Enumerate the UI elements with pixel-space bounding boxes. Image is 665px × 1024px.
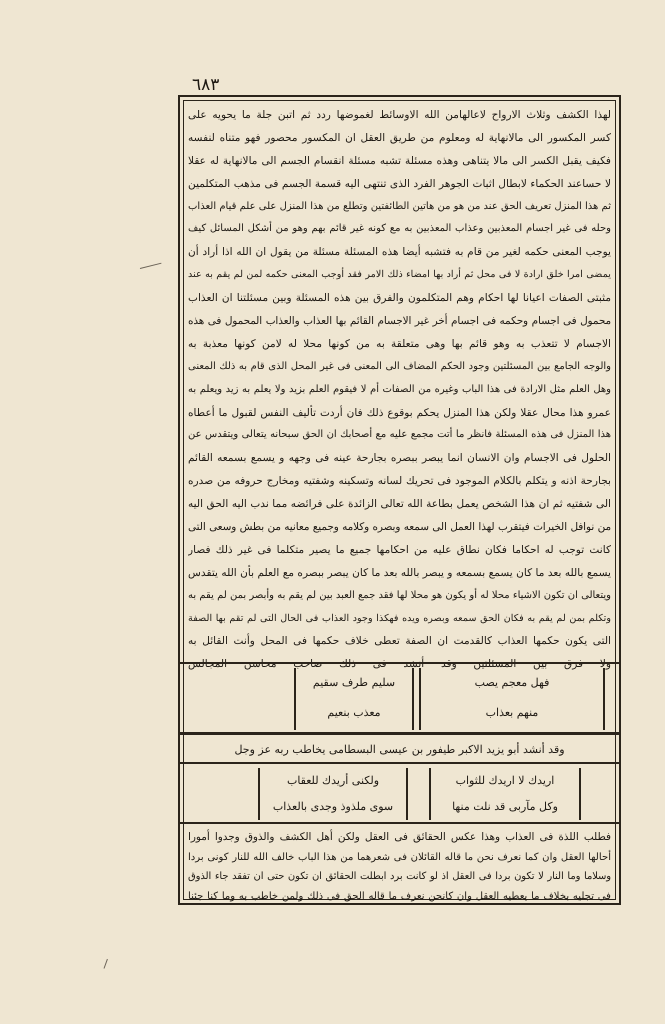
body-text-line: والوجه الجامع بين المسئلتين وجود الحكم المضاف الى المعنى فى غير المحل الذى قام به ذلك المعنى xyxy=(188,360,611,372)
page-number: ٦٨٣ xyxy=(192,75,220,95)
verse-line: منهم بعذاب xyxy=(485,706,539,719)
body-text-line: وهل العلم مثل الارادة فى هذا الباب وغيره من الصفات أم لا فيقوم العلم بزيد ولا يعلم به زيد ويعلم به xyxy=(188,383,611,395)
verse-line: ولكنى أريدك للعقاب xyxy=(286,774,380,787)
intro-line-abu-yazid: وقد أنشد أبو يزيد الاكبر طيفور بن عيسى البسطامى يخاطب ربه عز وجل xyxy=(234,743,565,756)
closing-text-line: فى تجليه بخلاف ما يعطيه العقل وان كانحن نعرف ما قاله الحق فى ذلك ولمن خاطب به وما كنا جئنا xyxy=(188,890,611,902)
body-text-line: وتكلم بمن لم يقم به فكان الحق سمعه وبصره ويده فهكذا وجود العذاب فى الحال التى لم تقم بها الصفة xyxy=(188,612,611,624)
verse-line: معذب بنعيم xyxy=(327,706,381,719)
body-text-line: يوجب المعنى حكمه لغير من قام به فتشبه أيضا هذه المسئلة مسئلة من يقول ان الله اذا أراد أن xyxy=(188,246,611,259)
verse-line: وكل مآربى قد نلت منها xyxy=(452,800,558,813)
body-text-line: ولا فرق بين المسئلتين وقد أنشد فى ذلك صاحب محاسن المجالس xyxy=(188,658,611,671)
verse-box-1 xyxy=(180,662,619,734)
verse-line: سوى ملذوذ وجدى بالعذاب xyxy=(272,800,394,813)
body-text-line: محمول فى اجسام وحكمه فى اجسام أخر غير الاجسام القائم بها العذاب والعذاب المحمول فى هذه xyxy=(188,315,611,328)
verse-line: اريدك لا اريدك للثواب xyxy=(455,774,555,787)
body-text-line: يسمع بالله بعد ما كان يسمع بسمعه و يبصر بالله بعد ما كان يبصر ببصره مع العلم بأن الله يتقدس xyxy=(188,566,611,579)
body-text-line: من نوافل الخيرات فيتقرب لهذا العمل الى سمعه وبصره وكلامه وجميع معانيه من بطش وسعى التى xyxy=(188,521,611,534)
verse-line: فهل معجم يصب xyxy=(474,676,550,689)
verse-line: سليم طرف سقيم xyxy=(312,676,396,689)
body-text-line: كانت توجب له احكاما فكان نطاق عليه من احكامها جميع ما يصير متكلما فى غير ذلك فصار xyxy=(188,543,611,556)
body-text-line: التى يكون حكمها العذاب كالقدمت ان الصفة تعطى خلاف حكمها فى المحل وأنت القائل به xyxy=(188,635,611,648)
closing-text-line: وسلاما وما النار لا تكون بردا فى العقل اذ لو كانت برد ابطلت الحقائق ان تكون حتى ان تفقد جاء الذوق xyxy=(188,871,611,882)
margin-pencil-mark xyxy=(104,959,108,969)
verse-1-right-hemistich xyxy=(419,668,605,730)
body-text-line: بجارحة اذنه و يتكلم بالكلام الموجود فى تحريك لسانه وتسكينه وشفتيه ومخارج حروفه من صدره xyxy=(188,475,611,488)
verse-box-2 xyxy=(180,762,619,824)
body-text-line: كسر المكسور الى مالانهاية له ومعلوم من طريق العقل ان المكسور محصور فهو متناه لنفسه xyxy=(188,131,611,144)
closing-text-line: أحالها العقل وان كما نعرف نحن ما قاله القائلان فى شعرهما من هذا الباب خالف الله للنار كونى بردا xyxy=(188,851,611,863)
body-text-line: يمضى امرا خلق ارادة لا فى محل ثم أراد بها امضاء ذلك الامر فقد أوجب المعنى حكمه لمن لم يقم به عند xyxy=(188,269,611,281)
body-text-line: ثم هذا المنزل تعريف الحق عند من هو من هاتين الطائفتين وتطلع من هذا المنزل على علم قيام العذاب xyxy=(188,200,611,212)
verse-divider-line xyxy=(180,734,619,735)
body-text-line: هذا المنزل فى هذه المسئلة فانظر ما أتت مجمع عليه مع أصحابك ان الحق سبحانه يتعالى ويتقدس عن xyxy=(188,429,611,441)
closing-text-line: فطلب اللذة فى العذاب وهذا عكس الحقائق فى العقل ولكن أهل الكشف والذوق وجدوا أمورا xyxy=(188,831,611,843)
body-text-line: الحلول فى الاجسام وان الانسان انما يبصر ببصره بجارحة عينه فى وجهه و يسمع بسمعه القائم xyxy=(188,452,611,465)
closing-text-block xyxy=(188,828,611,906)
body-text-line: فكيف يقبل الكسر الى مالا يتناهى وهذه مسئلة تشبه مسئلة انقسام الجسم الى مالانهاية له عقلا xyxy=(188,154,611,167)
body-text-line: الى شفتيه ثم ان هذا الشخص يعمل بطاعة الله تعالى الزائدة على فرائضه مما ندب اليه الحق اليه xyxy=(188,498,611,511)
body-text-line: الاجسام لا تتعذب به وهو قائم بها وهى متعلقة به من كونها محلا له لامن كونها معذبة به xyxy=(188,337,611,350)
margin-pencil-mark xyxy=(140,263,162,269)
verse-1-left-hemistich xyxy=(294,668,414,730)
body-text-line: عمرو هذا محال عقلا ولكن هذا المنزل يحكم بوقوع ذلك فان أردت تأليف النفس لقبول ما أعطاه xyxy=(188,406,611,419)
body-text-line: لهذا الكشف وثلاث الارواح لاعالهامن الله الاوسائط لغموضها ردد ثم اتبن جلة ما يحويه على xyxy=(188,109,611,121)
main-text-block xyxy=(188,104,611,676)
verse-2-left-hemistich xyxy=(258,768,408,820)
verse-2-right-hemistich xyxy=(429,768,581,820)
body-text-line: مثبتى الصفات اعيانا لها احكام وهم المتكلمون والفرق بين هذه المسئلة وبين مسئلتنا ان العذاب xyxy=(188,292,611,305)
body-text-line: لا حساعند الحكماء لابطال اثبات الجوهر الفرد الذى تنتهى اليه قسمة الجسم فى مذهب المتكلمين xyxy=(188,177,611,190)
body-text-line: وحله فى غير اجسام المعذبين وعذاب المعذبين به مع كونه غير قائم بهم وهو من أشكل المسائل كيف xyxy=(188,223,611,235)
body-text-line: ويتعالى ان تكون الاشياء محلا له أو يكون هو محلا لها فقد جمع العبد بين لم يقم به وأبصر بمن لم يقم به xyxy=(188,589,611,601)
